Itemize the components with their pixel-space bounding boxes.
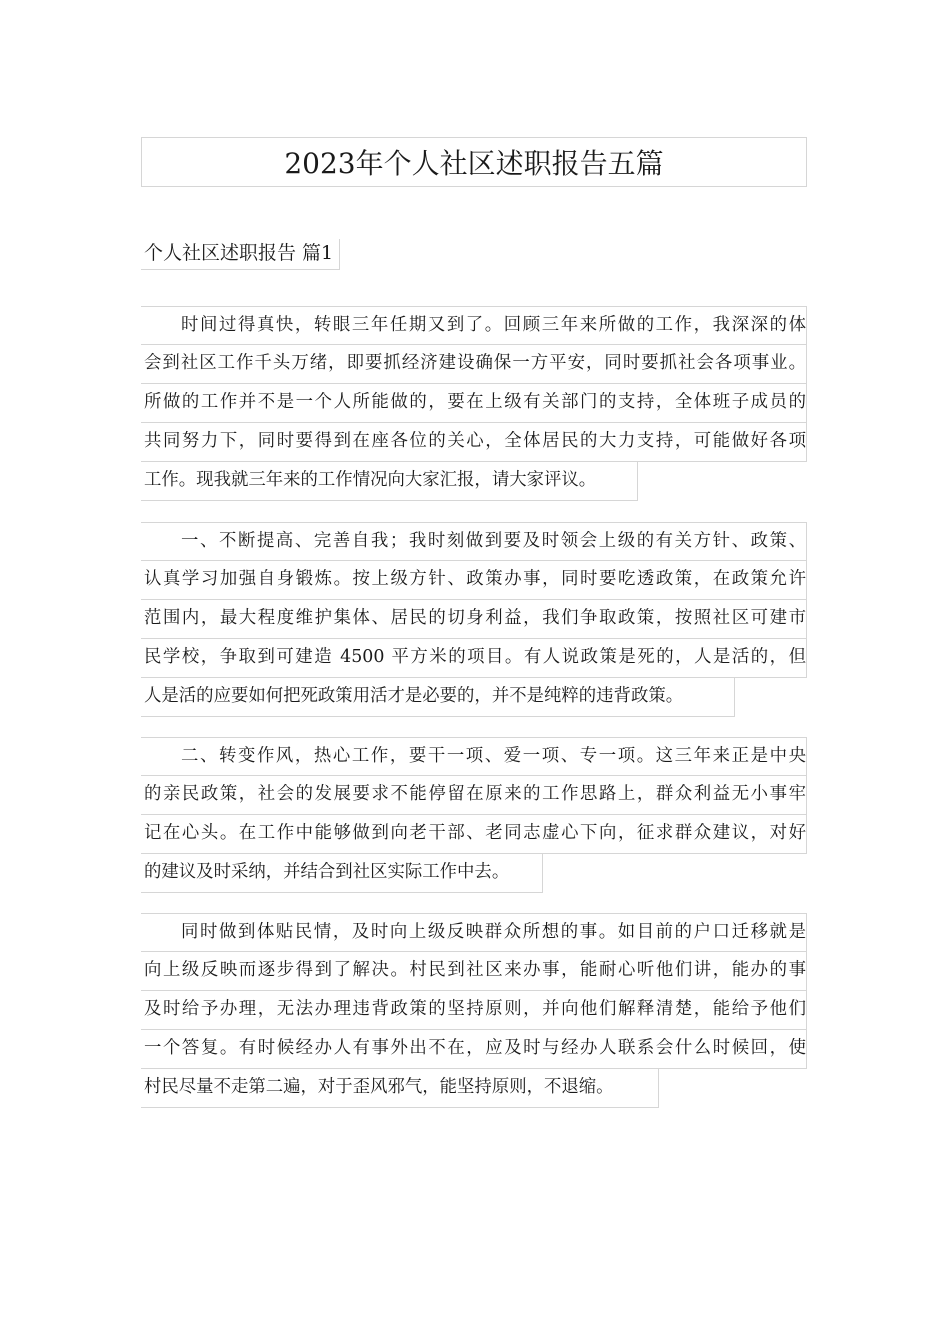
paragraph-line: 范围内，最大程度维护集体、居民的切身利益，我们争取政策，按照社区可建市 <box>141 600 807 639</box>
paragraph-3 <box>141 737 807 893</box>
paragraph-line: 一、不断提高、完善自我；我时刻做到要及时领会上级的有关方针、政策、 <box>141 522 807 561</box>
paragraph-line: 工作。现我就三年来的工作情况向大家汇报，请大家评议。 <box>141 462 638 501</box>
paragraph-line: 村民尽量不走第二遍，对于歪风邪气，能坚持原则，不退缩。 <box>141 1069 659 1108</box>
paragraph-1 <box>141 306 807 501</box>
paragraph-line: 同时做到体贴民情，及时向上级反映群众所想的事。如目前的户口迁移就是 <box>141 913 807 952</box>
paragraph-line: 记在心头。在工作中能够做到向老干部、老同志虚心下向，征求群众建议，对好 <box>141 815 807 854</box>
paragraph-line: 认真学习加强自身锻炼。按上级方针、政策办事，同时要吃透政策，在政策允许 <box>141 561 807 600</box>
paragraph-line: 及时给予办理，无法办理违背政策的坚持原则，并向他们解释清楚，能给予他们 <box>141 991 807 1030</box>
paragraph-line: 会到社区工作千头万绪，即要抓经济建设确保一方平安，同时要抓社会各项事业。 <box>141 345 807 384</box>
paragraph-line: 人是活的应要如何把死政策用活才是必要的，并不是纯粹的违背政策。 <box>141 678 735 717</box>
paragraph-line: 民学校，争取到可建造 4500 平方米的项目。有人说政策是死的，人是活的，但 <box>141 639 807 678</box>
paragraph-line: 向上级反映而逐步得到了解决。村民到社区来办事，能耐心听他们讲，能办的事 <box>141 952 807 991</box>
section-heading: 个人社区述职报告 篇1 <box>141 239 340 270</box>
paragraph-line: 所做的工作并不是一个人所能做的，要在上级有关部门的支持，全体班子成员的 <box>141 384 807 423</box>
document-title: 2023年个人社区述职报告五篇 <box>141 137 807 187</box>
paragraph-line: 的建议及时采纳，并结合到社区实际工作中去。 <box>141 854 543 893</box>
paragraph-line: 的亲民政策，社会的发展要求不能停留在原来的工作思路上，群众利益无小事牢 <box>141 776 807 815</box>
paragraph-4 <box>141 913 807 1108</box>
paragraph-2 <box>141 522 807 717</box>
paragraph-line: 共同努力下，同时要得到在座各位的关心，全体居民的大力支持，可能做好各项 <box>141 423 807 462</box>
paragraph-line: 时间过得真快，转眼三年任期又到了。回顾三年来所做的工作，我深深的体 <box>141 306 807 345</box>
paragraph-line: 一个答复。有时候经办人有事外出不在，应及时与经办人联系会什么时候回，使 <box>141 1030 807 1069</box>
paragraph-line: 二、转变作风，热心工作，要干一项、爱一项、专一项。这三年来正是中央 <box>141 737 807 776</box>
